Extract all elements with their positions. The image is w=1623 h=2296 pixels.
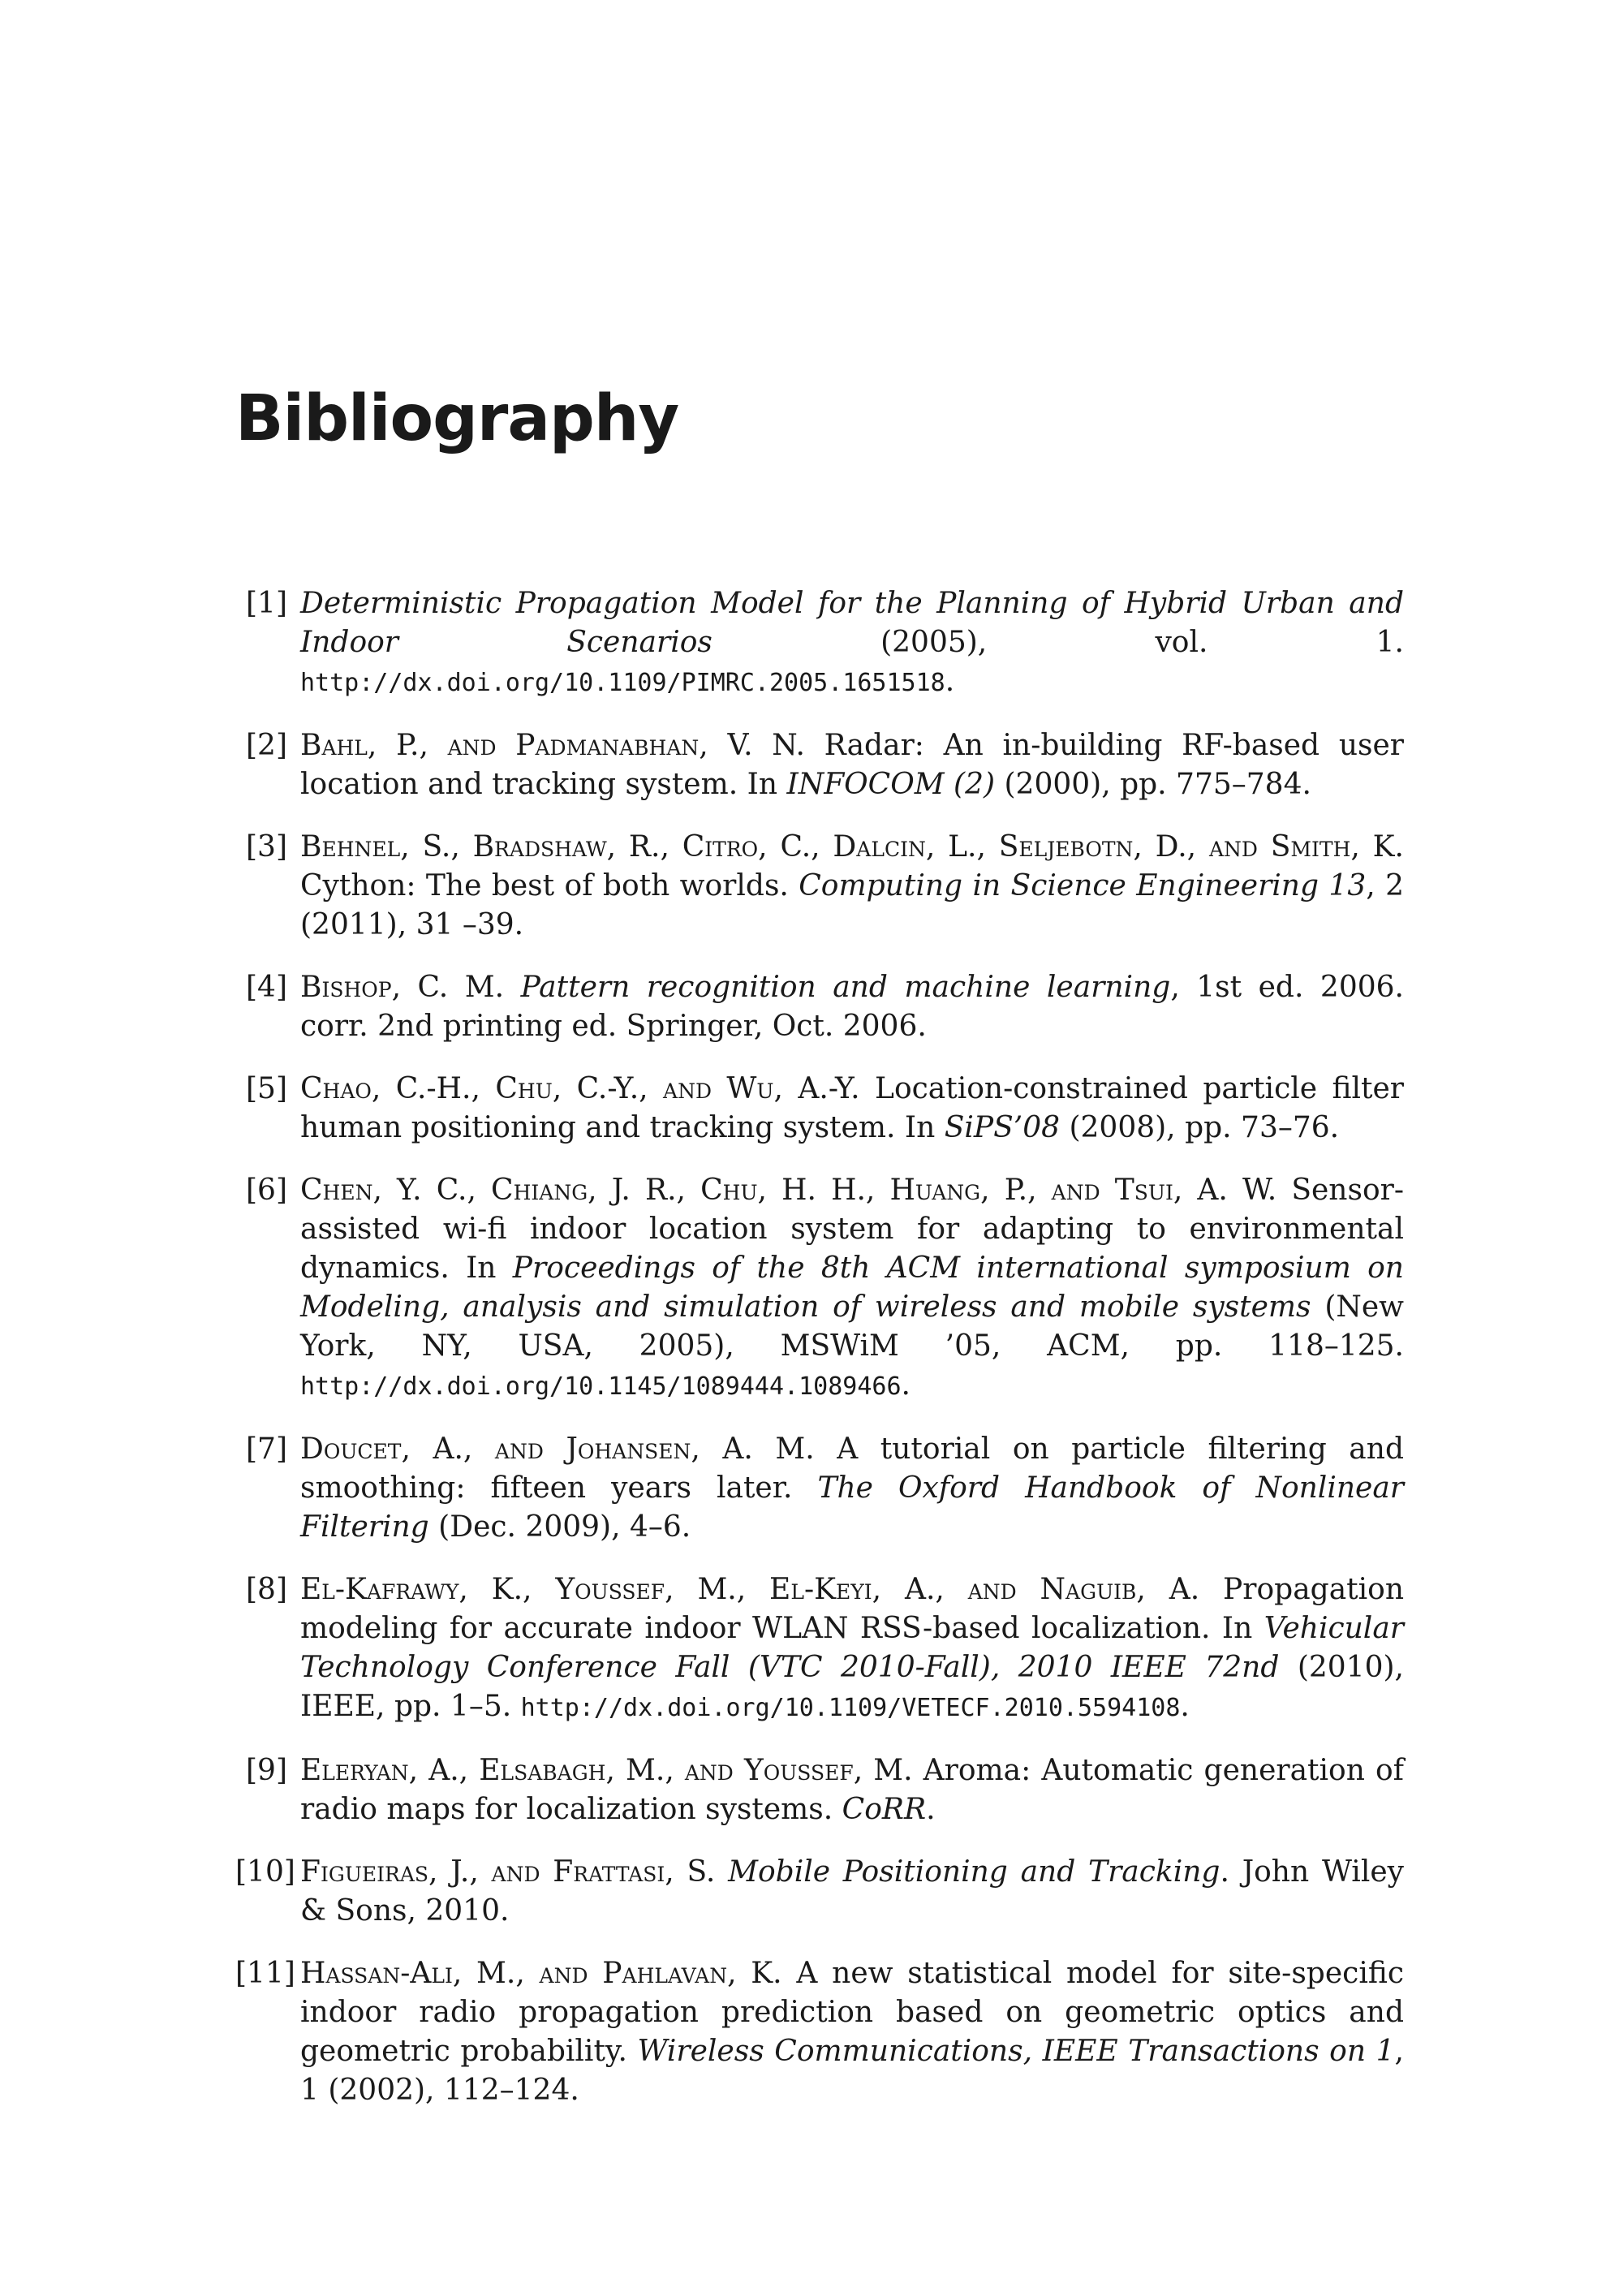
- reference-entry: [235, 968, 1404, 1046]
- reference-title: Mobile Positioning and Tracking: [728, 1855, 1220, 1889]
- reference-text: (New York, NY, USA, 2005), MSWiM ’05, ACM, pp. 118–125.: [300, 1290, 1404, 1363]
- reference-text: (2008), pp. 73–76.: [1060, 1111, 1340, 1144]
- reference-title: Deterministic Propagation Model for the Planning of Hybrid Urban and Indoor Scenarios: [300, 587, 1404, 659]
- reference-text: A tutorial on particle filtering and smoothing: fifteen years later.: [300, 1432, 1404, 1505]
- reference-number: [7]: [246, 1432, 287, 1466]
- reference-text: Cython: The best of both worlds.: [300, 869, 799, 902]
- bibliography-list: [235, 584, 1404, 2134]
- reference-number: [4]: [246, 971, 287, 1004]
- reference-number: [9]: [246, 1754, 287, 1787]
- reference-doi-link[interactable]: http://dx.doi.org/10.1109/PIMRC.2005.1651518: [300, 669, 945, 697]
- reference-doi-link[interactable]: http://dx.doi.org/10.1145/1089444.1089466: [300, 1372, 902, 1401]
- reference-text: Sensor-assisted wi-fi indoor location system for adapting to environmental dynamics. In: [300, 1174, 1404, 1285]
- reference-title: SiPS’08: [944, 1111, 1061, 1144]
- reference-title: INFOCOM (2): [786, 768, 996, 801]
- reference-number: [3]: [246, 830, 287, 864]
- reference-text: . John Wiley & Sons, 2010.: [300, 1855, 1404, 1928]
- reference-authors: Eleryan, A., Elsabagh, M., and Youssef, M.: [300, 1754, 913, 1787]
- reference-entry: [235, 1751, 1404, 1829]
- page-title: Bibliography: [235, 382, 679, 455]
- reference-number: [1]: [246, 587, 287, 620]
- reference-authors: Behnel, S., Bradshaw, R., Citro, C., Dalcin, L., Seljebotn, D., and Smith, K.: [300, 830, 1404, 864]
- reference-text: [715, 1855, 728, 1889]
- reference-authors: Figueiras, J., and Frattasi, S.: [300, 1855, 716, 1889]
- reference-title: The Oxford Handbook of Nonlinear Filtering: [300, 1471, 1404, 1544]
- reference-text: .: [901, 1368, 911, 1402]
- reference-text: .: [926, 1793, 936, 1826]
- reference-entry: [235, 1070, 1404, 1148]
- reference-number: [2]: [246, 729, 287, 762]
- reference-entry: [235, 584, 1404, 703]
- reference-number: [10]: [235, 1855, 295, 1889]
- reference-title: Vehicular Technology Conference Fall (VTC 2010-Fall), 2010 IEEE 72nd: [300, 1612, 1404, 1684]
- reference-authors: Chen, Y. C., Chiang, J. R., Chu, H. H., Huang, P., and Tsui, A. W.: [300, 1174, 1277, 1207]
- reference-number: [6]: [246, 1174, 287, 1207]
- reference-text: Location-constrained particle filter human positioning and tracking system. In: [300, 1072, 1404, 1144]
- reference-text: (2010), IEEE, pp. 1–5.: [300, 1651, 1404, 1723]
- reference-authors: Bahl, P., and Padmanabhan, V. N.: [300, 729, 805, 762]
- reference-entry: [235, 1430, 1404, 1547]
- reference-authors: El-Kafrawy, K., Youssef, M., El-Keyi, A., and Naguib, A.: [300, 1573, 1200, 1606]
- reference-authors: Chao, C.-H., Chu, C.-Y., and Wu, A.-Y.: [300, 1072, 860, 1105]
- reference-text: (Dec. 2009), 4–6.: [428, 1510, 691, 1544]
- reference-authors: Doucet, A., and Johansen, A. M.: [300, 1432, 815, 1466]
- reference-authors: Hassan-Ali, M., and Pahlavan, K.: [300, 1957, 782, 1990]
- reference-entry: [235, 1570, 1404, 1728]
- reference-text: A new statistical model for site-specific indoor radio propagation prediction based on geometric optics and geometric probability.: [300, 1957, 1405, 2068]
- reference-title: Wireless Communications, IEEE Transactions on 1: [637, 2035, 1395, 2068]
- reference-title: CoRR: [842, 1793, 927, 1826]
- reference-text: , 1 (2002), 112–124.: [300, 2035, 1404, 2107]
- reference-title: Computing in Science Engineering 13: [799, 869, 1367, 902]
- reference-authors: Bishop, C. M.: [300, 971, 505, 1004]
- reference-entry: [235, 1171, 1404, 1406]
- reference-text: [504, 971, 521, 1004]
- reference-number: [5]: [246, 1072, 287, 1105]
- reference-number: [11]: [235, 1957, 295, 1990]
- reference-text: (2000), pp. 775–784.: [995, 768, 1311, 801]
- reference-doi-link[interactable]: http://dx.doi.org/10.1109/VETECF.2010.5594108: [520, 1694, 1181, 1722]
- reference-text: (2005), vol. 1.: [712, 626, 1404, 659]
- reference-entry: [235, 828, 1404, 945]
- reference-text: , 1st ed. 2006. corr. 2nd printing ed. Springer, Oct. 2006.: [300, 971, 1404, 1043]
- reference-text: .: [1180, 1690, 1190, 1723]
- reference-number: [8]: [246, 1573, 287, 1606]
- reference-text: Radar: An in-building RF-based user location and tracking system. In: [300, 729, 1404, 801]
- reference-text: Propagation modeling for accurate indoor WLAN RSS-based localization. In: [300, 1573, 1405, 1645]
- reference-entry: [235, 1954, 1404, 2110]
- reference-text: .: [945, 665, 955, 698]
- reference-title: Proceedings of the 8th ACM international symposium on Modeling, analysis and simulation of wireless and mobile systems: [300, 1251, 1404, 1324]
- reference-entry: [235, 726, 1404, 804]
- reference-text: , 2 (2011), 31 –39.: [300, 869, 1404, 941]
- reference-text: Aroma: Automatic generation of radio maps for localization systems.: [300, 1754, 1404, 1826]
- reference-entry: [235, 1853, 1404, 1931]
- reference-title: Pattern recognition and machine learning: [520, 971, 1171, 1004]
